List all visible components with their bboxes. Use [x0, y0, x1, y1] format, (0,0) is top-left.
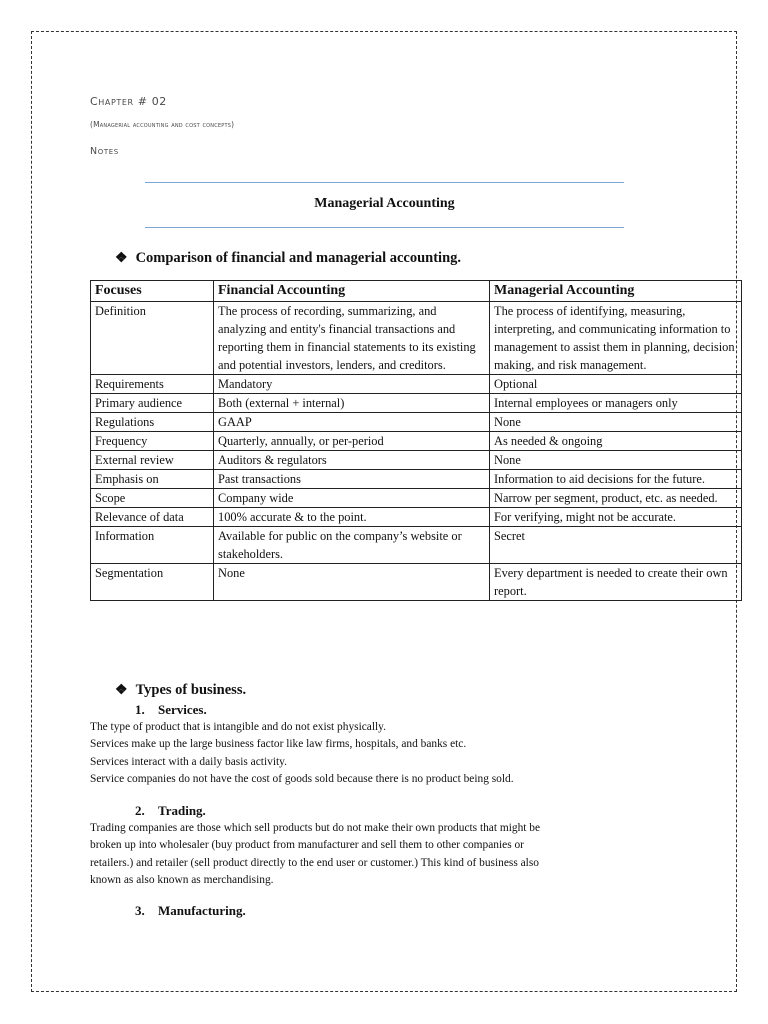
managerial-cell: Information to aid decisions for the future.: [490, 470, 742, 489]
types-heading-text: Types of business.: [135, 682, 247, 698]
table-row: [91, 527, 742, 564]
financial-cell: The process of recording, summarizing, and analyzing and entity's financial transactions and reporting them in financial statements to its existing and potential investors, lenders, and creditors.: [214, 302, 490, 375]
table-row: [91, 432, 742, 451]
managerial-cell: As needed & ongoing: [490, 432, 742, 451]
types-heading: [115, 682, 246, 699]
list-number: 2.: [135, 803, 145, 818]
focus-cell: Segmentation: [91, 564, 214, 601]
managerial-cell: Internal employees or managers only: [490, 394, 742, 413]
services-heading: [135, 702, 207, 718]
paragraph-line: Services interact with a daily basis activity.: [90, 755, 287, 768]
comparison-table: [90, 280, 742, 601]
chapter-subtitle: (Managerial accounting and cost concepts): [90, 120, 235, 129]
comparison-table-body: [91, 302, 742, 601]
managerial-cell: Every department is needed to create their own report.: [490, 564, 742, 601]
chapter-label: Chapter # 02: [90, 95, 167, 108]
paragraph-line: known as also known as merchandising.: [90, 873, 274, 886]
manufacturing-title: Manufacturing.: [158, 903, 246, 918]
table-row: [91, 394, 742, 413]
paragraph-line: Services make up the large business factor like law firms, hospitals, and banks etc.: [90, 738, 467, 751]
notes-label: Notes: [90, 146, 119, 157]
list-number: 3.: [135, 903, 145, 918]
trading-paragraph: [90, 820, 660, 889]
table-row: [91, 302, 742, 375]
services-paragraph: [90, 719, 660, 788]
manufacturing-heading: [135, 903, 246, 919]
trading-title: Trading.: [158, 803, 206, 818]
services-title: Services.: [158, 702, 207, 717]
diamond-bullet-icon: ❖: [115, 251, 128, 266]
table-row: [91, 564, 742, 601]
list-number: 1.: [135, 702, 145, 717]
comparison-heading: [115, 250, 461, 267]
paragraph-line: broken up into wholesaler (buy product from manufacturer and sell them to other companies or: [90, 839, 524, 852]
document-title: Managerial Accounting: [314, 196, 455, 211]
financial-cell: Company wide: [214, 489, 490, 508]
focus-cell: Emphasis on: [91, 470, 214, 489]
focus-cell: Scope: [91, 489, 214, 508]
focus-cell: Relevance of data: [91, 508, 214, 527]
column-header: Focuses: [91, 281, 214, 302]
table-header-row: [91, 281, 742, 302]
table-row: [91, 489, 742, 508]
title-rule-top: [145, 182, 624, 183]
trading-heading: [135, 803, 206, 819]
paragraph-line: The type of product that is intangible and do not exist physically.: [90, 721, 386, 733]
financial-cell: Available for public on the company’s website or stakeholders.: [214, 527, 490, 564]
managerial-cell: Optional: [490, 375, 742, 394]
table-row: [91, 413, 742, 432]
financial-cell: Past transactions: [214, 470, 490, 489]
paragraph-line: Trading companies are those which sell products but do not make their own products that might be: [90, 822, 541, 834]
financial-cell: Mandatory: [214, 375, 490, 394]
table-row: [91, 508, 742, 527]
column-header: Managerial Accounting: [490, 281, 742, 302]
managerial-cell: Narrow per segment, product, etc. as needed.: [490, 489, 742, 508]
table-row: [91, 470, 742, 489]
managerial-cell: None: [490, 451, 742, 470]
title-rule-bottom: [145, 227, 624, 228]
financial-cell: None: [214, 564, 490, 601]
focus-cell: Requirements: [91, 375, 214, 394]
focus-cell: Primary audience: [91, 394, 214, 413]
paragraph-line: retailers.) and retailer (sell product directly to the end user or customer.) This kind of business also: [90, 856, 539, 869]
table-row: [91, 451, 742, 470]
focus-cell: Frequency: [91, 432, 214, 451]
managerial-cell: None: [490, 413, 742, 432]
focus-cell: Information: [91, 527, 214, 564]
managerial-cell: Secret: [490, 527, 742, 564]
financial-cell: Quarterly, annually, or per-period: [214, 432, 490, 451]
financial-cell: 100% accurate & to the point.: [214, 508, 490, 527]
focus-cell: Regulations: [91, 413, 214, 432]
financial-cell: GAAP: [214, 413, 490, 432]
paragraph-line: Service companies do not have the cost of goods sold because there is no product being sold.: [90, 772, 514, 785]
managerial-cell: The process of identifying, measuring, interpreting, and communicating information to management to assist them in planning, decision making, and risk management.: [490, 302, 742, 375]
financial-cell: Auditors & regulators: [214, 451, 490, 470]
diamond-bullet-icon: ❖: [115, 683, 128, 698]
column-header: Financial Accounting: [214, 281, 490, 302]
focus-cell: External review: [91, 451, 214, 470]
managerial-cell: For verifying, might not be accurate.: [490, 508, 742, 527]
table-row: [91, 375, 742, 394]
comparison-heading-text: Comparison of financial and managerial accounting.: [135, 250, 462, 266]
financial-cell: Both (external + internal): [214, 394, 490, 413]
focus-cell: Definition: [91, 302, 214, 375]
